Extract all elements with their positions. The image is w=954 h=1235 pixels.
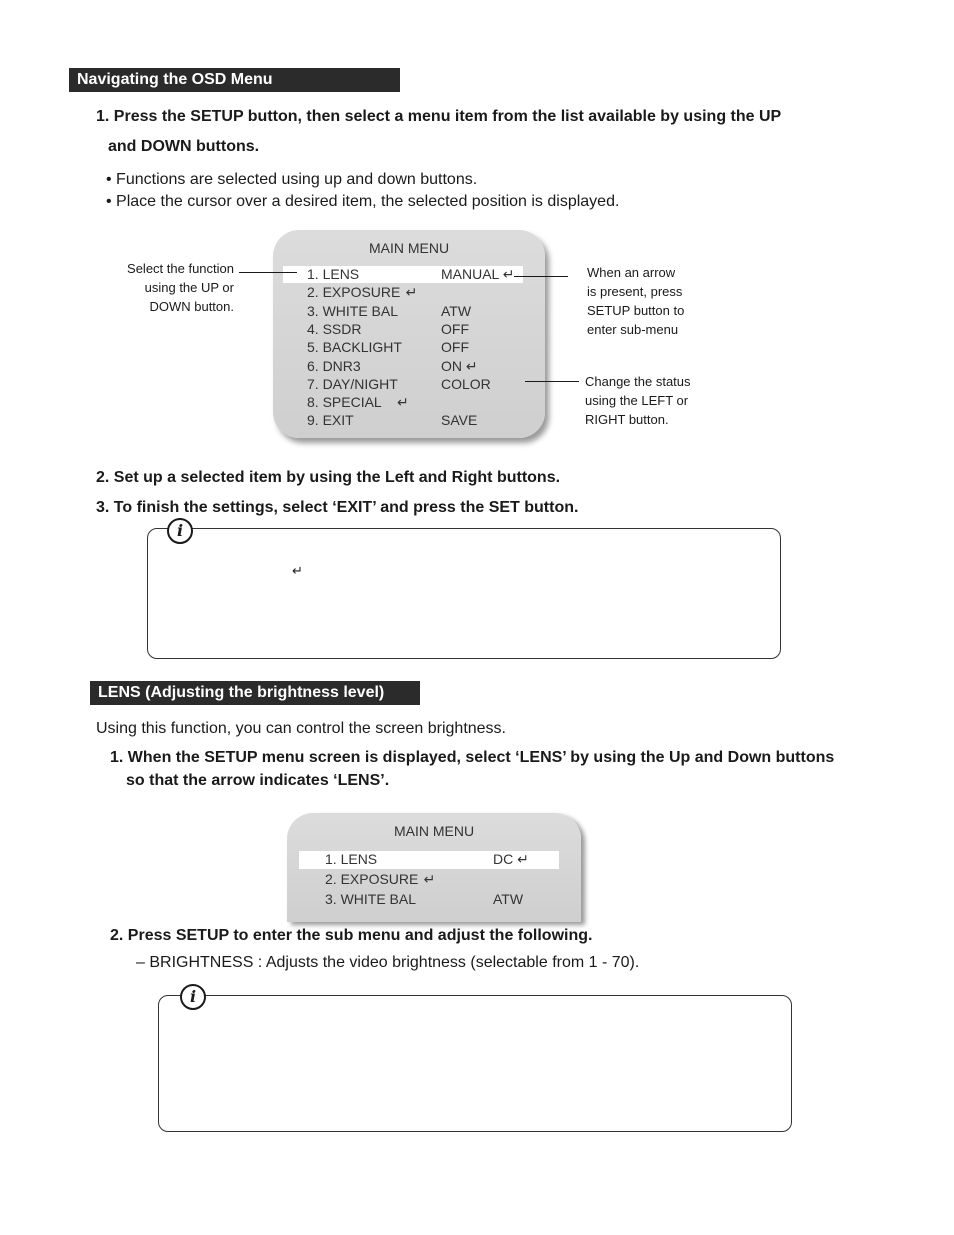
info-icon: i [180,984,206,1010]
osd-menu-item[interactable] [283,339,523,356]
callout-line: is present, press [587,284,683,299]
osd-menu-item[interactable] [283,321,523,338]
info-icon: i [167,518,193,544]
osd-item-value: COLOR [441,375,491,392]
callout-arrow-submenu [587,263,747,339]
osd-item-value: MANUAL ↵ [441,266,515,282]
osd-menu-item[interactable] [299,851,559,869]
osd-main-menu [273,230,545,438]
osd-item-value: OFF [441,339,469,356]
osd-menu-title: MAIN MENU [368,240,450,256]
osd-menu-item[interactable] [283,412,523,429]
callout-line: SETUP button to [587,303,685,318]
osd-menu-item[interactable] [283,358,523,375]
osd-item-label: 1. LENS [307,266,360,282]
callout-select-function [100,259,234,316]
section-title-lens: LENS (Adjusting the brightness level) [90,681,420,705]
osd-item-value: ↵ [405,284,418,301]
osd-main-menu-lens [287,813,581,922]
osd-item-label: 7. DAY/NIGHT [307,375,398,392]
step-1-line-2: and DOWN buttons. [108,138,260,155]
lens-intro: Using this function, you can control the screen brightness. [96,720,506,737]
lens-step-2: 2. Press SETUP to enter the sub menu and adjust the following. [110,927,593,944]
callout-line: Change the status [585,374,691,389]
callout-line: RIGHT button. [585,412,669,427]
leader-line-status [525,381,579,382]
osd-item-label: 9. EXIT [307,412,354,429]
osd-item-label: 6. DNR3 [307,357,361,374]
osd-item-label: 3. WHITE BAL [325,891,417,907]
osd-item-label: 2. EXPOSURE [325,871,419,887]
callout-line: using the LEFT or [585,393,689,408]
note-box [158,995,792,1132]
osd-menu-item[interactable] [299,871,559,889]
step-3: 3. To finish the settings, select ‘EXIT’ and press the SET button. [96,499,579,516]
osd-item-label: 3. WHITE BAL [307,302,399,319]
step-1-line-1: 1. Press the SETUP button, then select a menu item from the list available by using the UP [96,108,782,125]
osd-item-value: ↵ [423,871,436,887]
osd-item-label: 5. BACKLIGHT [307,339,402,356]
osd-menu-title: MAIN MENU [393,823,475,839]
osd-item-label: 2. EXPOSURE [307,284,401,301]
osd-item-label: 8. SPECIAL [307,394,382,411]
osd-item-value: ATW [493,891,524,907]
note-box [147,528,781,659]
leader-line-select [239,272,297,273]
callout-line: When an arrow [587,265,676,280]
callout-line: DOWN button. [149,299,234,314]
osd-menu-item[interactable] [283,284,523,301]
osd-item-label: 1. LENS [325,851,378,867]
lens-step-1-line-1: 1. When the SETUP menu screen is displayed, select ‘LENS’ by using the Up and Down buttons [110,749,835,766]
osd-item-value: ON ↵ [441,357,478,374]
osd-menu-item[interactable] [283,266,523,283]
enter-arrow-icon: ↵ [292,563,303,578]
lens-step-1-line-2: so that the arrow indicates ‘LENS’. [126,772,390,789]
osd-item-value: ATW [441,302,472,319]
leader-line-arrow [514,276,568,277]
osd-item-value: SAVE [441,412,478,429]
osd-menu-item[interactable] [283,376,523,393]
osd-menu-item[interactable] [283,394,523,411]
osd-item-label: 4. SSDR [307,320,362,337]
callout-change-status [585,372,745,429]
osd-menu-item[interactable] [283,303,523,320]
osd-item-value: OFF [441,320,469,337]
bullet-cursor: • Place the cursor over a desired item, the selected position is displayed. [106,193,620,210]
osd-item-value: DC ↵ [493,851,529,867]
callout-line: using the UP or [144,280,234,295]
section-title-navigating-osd: Navigating the OSD Menu [69,68,400,92]
callout-line: Select the function [127,261,234,276]
osd-menu-item[interactable] [299,891,559,909]
bullet-functions: • Functions are selected using up and down buttons. [106,171,478,188]
step-2: 2. Set up a selected item by using the Left and Right buttons. [96,469,561,486]
brightness-desc: – BRIGHTNESS : Adjusts the video brightness (selectable from 1 - 70). [136,954,640,971]
callout-line: enter sub-menu [587,322,679,337]
osd-item-value: ↵ [397,394,409,411]
